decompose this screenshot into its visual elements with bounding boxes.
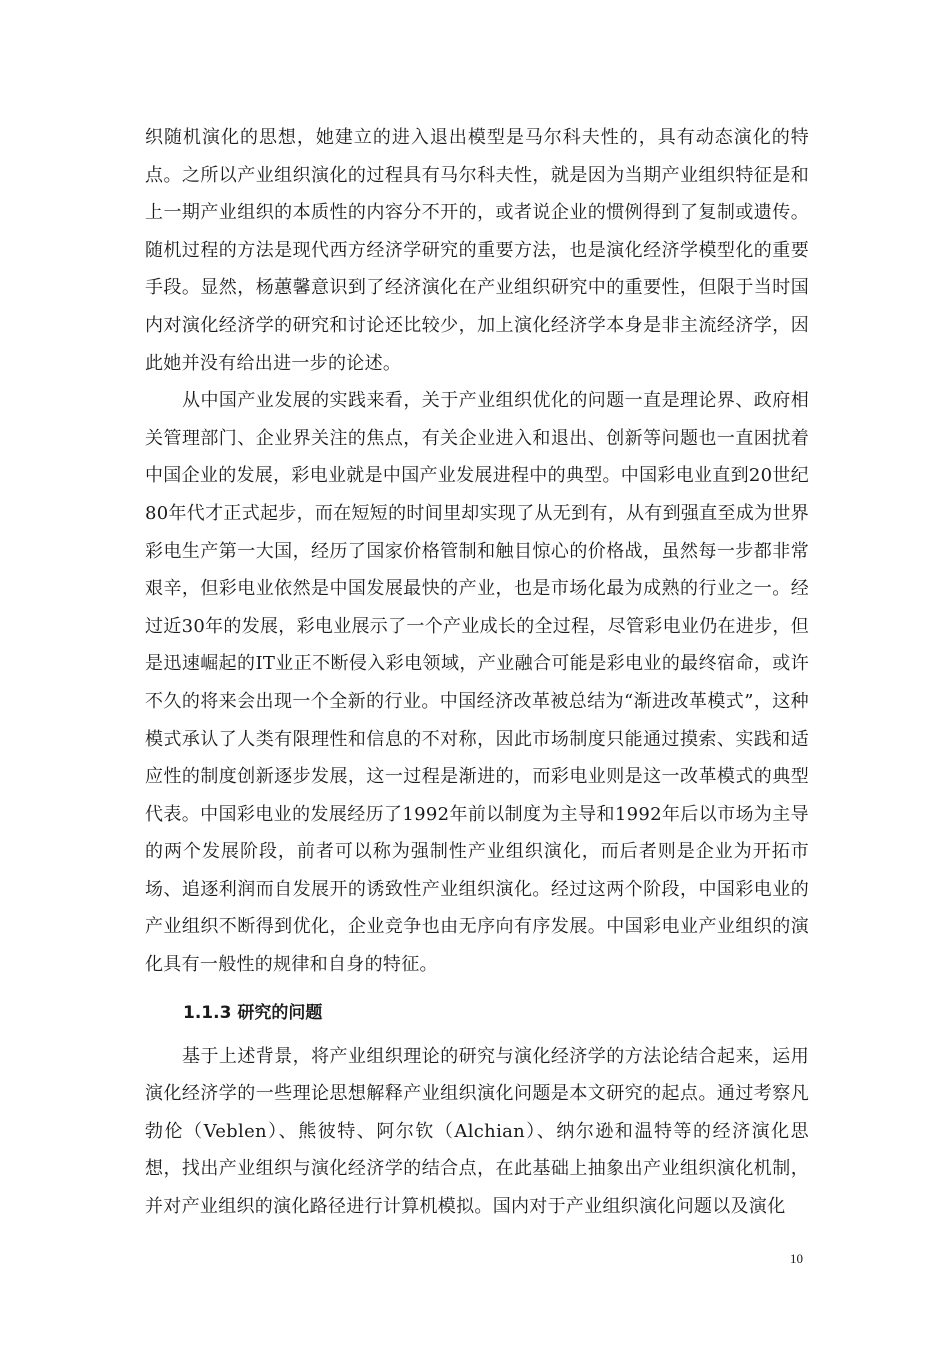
section-title: 研究的问题 xyxy=(237,1002,323,1023)
paragraph-continued: 织随机演化的思想，她建立的进入退出模型是马尔科夫性的，具有动态演化的特点。之所以产业组织演化的过程具有马尔科夫性，就是因为当期产业组织特征是和上一期产业组织的本质性的内容分不开的，或者说企业的惯例得到了复制或遗传。随机过程的方法是现代西方经济学研究的重要方法，也是演化经济学模型化的重要手段。显然，杨蕙馨意识到了经济演化在产业组织研究中的重要性，但限于当时国内对演化经济学的研究和讨论还比较少，加上演化经济学本身是非主流经济学，因此她并没有给出进一步的论述。 xyxy=(145,127,809,374)
section-heading xyxy=(183,994,809,1032)
section-number: 1.1.3 xyxy=(183,1002,232,1023)
page-number: 10 xyxy=(790,1251,803,1266)
paragraph-research-question: 基于上述背景，将产业组织理论的研究与演化经济学的方法论结合起来，运用演化经济学的一些理论思想解释产业组织演化问题是本文研究的起点。通过考察凡勃伦（Veblen）、熊彼特、阿尔钦（Alchian）、纳尔逊和温特等的经济演化思想，找出产业组织与演化经济学的结合点，在此基础上抽象出产业组织演化机制，并对产业组织的演化路径进行计算机模拟。国内对于产业组织演化问题以及演化 xyxy=(145,1045,809,1218)
paragraph-color-tv-industry: 从中国产业发展的实践来看，关于产业组织优化的问题一直是理论界、政府相关管理部门、企业界关注的焦点，有关企业进入和退出、创新等问题也一直困扰着中国企业的发展，彩电业就是中国产业发展进程中的典型。中国彩电业直到20世纪80年代才正式起步，而在短短的时间里却实现了从无到有，从有到强直至成为世界彩电生产第一大国，经历了国家价格管制和触目惊心的价格战，虽然每一步都非常艰辛，但彩电业依然是中国发展最快的产业，也是市场化最为成熟的行业之一。经过近30年的发展，彩电业展示了一个产业成长的全过程，尽管彩电业仍在进步，但是迅速崛起的IT业正不断侵入彩电领域，产业融合可能是彩电业的最终宿命，或许不久的将来会出现一个全新的行业。中国经济改革被总结为“渐进改革模式”，这种模式承认了人类有限理性和信息的不对称，因此市场制度只能通过摸索、实践和适应性的制度创新逐步发展，这一过程是渐进的，而彩电业则是这一改革模式的典型代表。中国彩电业的发展经历了1992年前以制度为主导和1992年后以市场为主导的两个发展阶段，前者可以称为强制性产业组织演化，而后者则是企业为开拓市场、追逐利润而自发展开的诱致性产业组织演化。经过这两个阶段，中国彩电业的产业组织不断得到优化，企业竞争也由无序向有序发展。中国彩电业产业组织的演化具有一般性的规律和自身的特征。 xyxy=(145,390,810,976)
body-text xyxy=(145,119,809,1226)
